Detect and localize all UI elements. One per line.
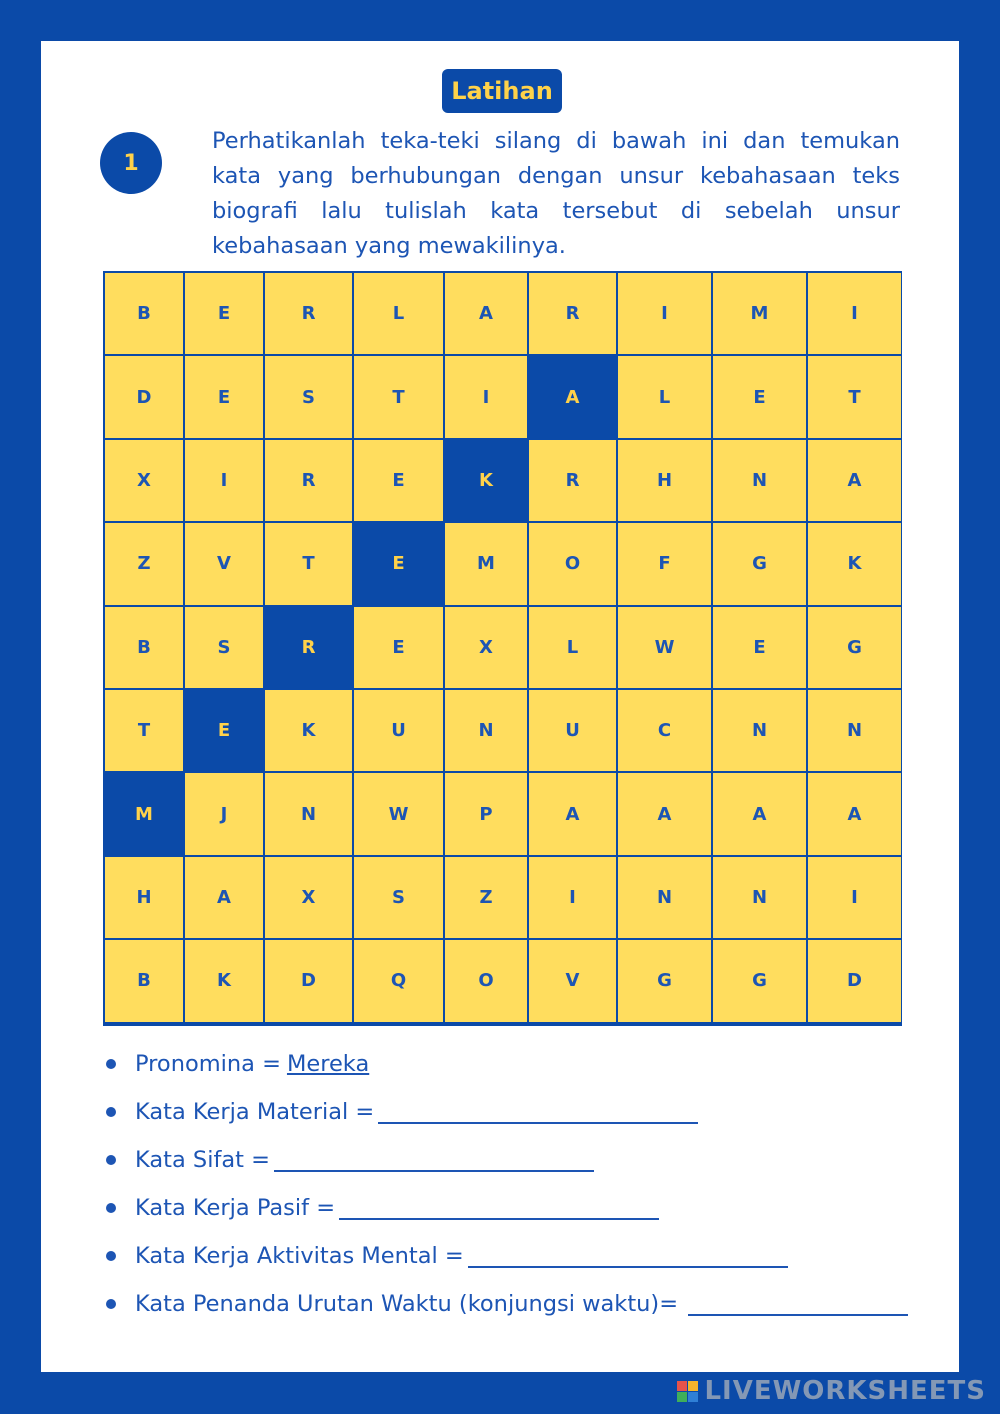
grid-cell[interactable]: E: [354, 440, 443, 521]
answer-item: [103, 1088, 908, 1136]
grid-cell[interactable]: M: [445, 523, 527, 604]
grid-cell[interactable]: S: [185, 607, 263, 688]
grid-cell[interactable]: M: [105, 773, 183, 854]
grid-cell[interactable]: K: [808, 523, 901, 604]
bullet-icon: [106, 1203, 116, 1213]
grid-cell[interactable]: N: [618, 857, 711, 938]
instruction-text: Perhatikanlah teka-teki silang di bawah ini dan temukan kata yang berhubungan dengan unsur kebahasaan teks biografi lalu tulislah kata tersebut di sebelah unsur kebahasaan yang mewakilinya.: [212, 128, 900, 259]
bullet-icon: [106, 1059, 116, 1069]
grid-cell[interactable]: E: [185, 273, 263, 354]
grid-cell[interactable]: N: [713, 857, 806, 938]
grid-cell[interactable]: A: [445, 273, 527, 354]
grid-cell[interactable]: F: [618, 523, 711, 604]
answer-blank-field[interactable]: [378, 1100, 698, 1124]
answer-label: Kata Kerja Pasif =: [135, 1195, 336, 1221]
grid-cell[interactable]: G: [808, 607, 901, 688]
grid-cell[interactable]: E: [354, 607, 443, 688]
grid-cell[interactable]: H: [105, 857, 183, 938]
grid-cell[interactable]: O: [445, 940, 527, 1021]
grid-cell[interactable]: T: [265, 523, 352, 604]
grid-cell[interactable]: N: [713, 440, 806, 521]
grid-cell[interactable]: A: [808, 773, 901, 854]
liveworksheets-logo-icon: [677, 1381, 698, 1402]
grid-cell[interactable]: K: [265, 690, 352, 771]
grid-cell[interactable]: E: [713, 607, 806, 688]
grid-cell[interactable]: I: [185, 440, 263, 521]
grid-cell[interactable]: A: [713, 773, 806, 854]
answer-label: Kata Sifat =: [135, 1147, 270, 1173]
answer-item: [103, 1136, 908, 1184]
grid-cell[interactable]: J: [185, 773, 263, 854]
grid-cell[interactable]: G: [713, 940, 806, 1021]
grid-cell[interactable]: Z: [105, 523, 183, 604]
grid-cell[interactable]: X: [265, 857, 352, 938]
grid-cell[interactable]: I: [808, 857, 901, 938]
grid-cell[interactable]: I: [618, 273, 711, 354]
bullet-icon: [106, 1155, 116, 1165]
answer-item: [103, 1280, 908, 1328]
bullet-icon: [106, 1299, 116, 1309]
grid-cell[interactable]: D: [808, 940, 901, 1021]
grid-cell[interactable]: U: [354, 690, 443, 771]
grid-cell[interactable]: G: [618, 940, 711, 1021]
answer-blank-field[interactable]: [274, 1148, 594, 1172]
grid-cell[interactable]: T: [105, 690, 183, 771]
grid-cell[interactable]: I: [529, 857, 616, 938]
grid-cell[interactable]: Q: [354, 940, 443, 1021]
grid-cell[interactable]: T: [354, 356, 443, 437]
bullet-icon: [106, 1251, 116, 1261]
grid-cell[interactable]: A: [618, 773, 711, 854]
bullet-icon: [106, 1107, 116, 1117]
grid-cell[interactable]: T: [808, 356, 901, 437]
answer-item: [103, 1232, 908, 1280]
watermark: [677, 1376, 986, 1406]
grid-cell[interactable]: N: [808, 690, 901, 771]
answer-blank-field[interactable]: [688, 1292, 908, 1316]
word-search-grid: [103, 271, 902, 1026]
grid-cell[interactable]: A: [529, 773, 616, 854]
grid-cell[interactable]: I: [445, 356, 527, 437]
question-number: 1: [123, 150, 139, 176]
answer-item: [103, 1040, 908, 1088]
answer-field[interactable]: Mereka: [286, 1051, 370, 1077]
grid-cell[interactable]: R: [529, 273, 616, 354]
grid-cell[interactable]: S: [354, 857, 443, 938]
grid-cell[interactable]: V: [529, 940, 616, 1021]
grid-cell[interactable]: L: [354, 273, 443, 354]
grid-cell[interactable]: E: [713, 356, 806, 437]
watermark-text: LIVEWORKSHEETS: [704, 1376, 986, 1406]
grid-cell[interactable]: D: [105, 356, 183, 437]
answer-list: [103, 1040, 908, 1328]
grid-cell[interactable]: A: [529, 356, 616, 437]
answer-label: Pronomina =: [135, 1051, 281, 1077]
question-number-badge: [100, 132, 162, 194]
answer-blank-field[interactable]: [339, 1196, 659, 1220]
grid-cell[interactable]: E: [185, 356, 263, 437]
grid-cell[interactable]: Z: [445, 857, 527, 938]
grid-cell[interactable]: R: [265, 607, 352, 688]
grid-cell[interactable]: R: [529, 440, 616, 521]
grid-cell[interactable]: B: [105, 607, 183, 688]
grid-cell[interactable]: V: [185, 523, 263, 604]
grid-cell[interactable]: B: [105, 940, 183, 1021]
grid-cell[interactable]: B: [105, 273, 183, 354]
grid-cell[interactable]: L: [529, 607, 616, 688]
answer-label: Kata Kerja Aktivitas Mental =: [135, 1243, 464, 1269]
grid-cell[interactable]: X: [445, 607, 527, 688]
grid-cell[interactable]: O: [529, 523, 616, 604]
page-title: Latihan: [451, 77, 553, 105]
grid-cell[interactable]: X: [105, 440, 183, 521]
grid-cell[interactable]: S: [265, 356, 352, 437]
answer-label: Kata Penanda Urutan Waktu (konjungsi waktu)=: [135, 1291, 679, 1317]
grid-cell[interactable]: N: [445, 690, 527, 771]
grid-cell[interactable]: P: [445, 773, 527, 854]
grid-cell[interactable]: A: [808, 440, 901, 521]
grid-cell[interactable]: K: [445, 440, 527, 521]
grid-cell[interactable]: H: [618, 440, 711, 521]
title-badge: [442, 69, 562, 113]
grid-cell[interactable]: R: [265, 273, 352, 354]
grid-cell[interactable]: W: [354, 773, 443, 854]
grid-cell[interactable]: C: [618, 690, 711, 771]
grid-cell[interactable]: U: [529, 690, 616, 771]
grid-cell[interactable]: I: [808, 273, 901, 354]
grid-cell[interactable]: N: [713, 690, 806, 771]
answer-label: Kata Kerja Material =: [135, 1099, 375, 1125]
grid-cell[interactable]: E: [354, 523, 443, 604]
answer-item: [103, 1184, 908, 1232]
grid-cell[interactable]: D: [265, 940, 352, 1021]
grid-cell[interactable]: R: [265, 440, 352, 521]
grid-cell[interactable]: M: [713, 273, 806, 354]
grid-cell[interactable]: K: [185, 940, 263, 1021]
grid-cell[interactable]: L: [618, 356, 711, 437]
grid-cell[interactable]: A: [185, 857, 263, 938]
grid-cell[interactable]: E: [185, 690, 263, 771]
grid-cell[interactable]: W: [618, 607, 711, 688]
answer-blank-field[interactable]: [468, 1244, 788, 1268]
grid-cell[interactable]: G: [713, 523, 806, 604]
grid-cell[interactable]: N: [265, 773, 352, 854]
